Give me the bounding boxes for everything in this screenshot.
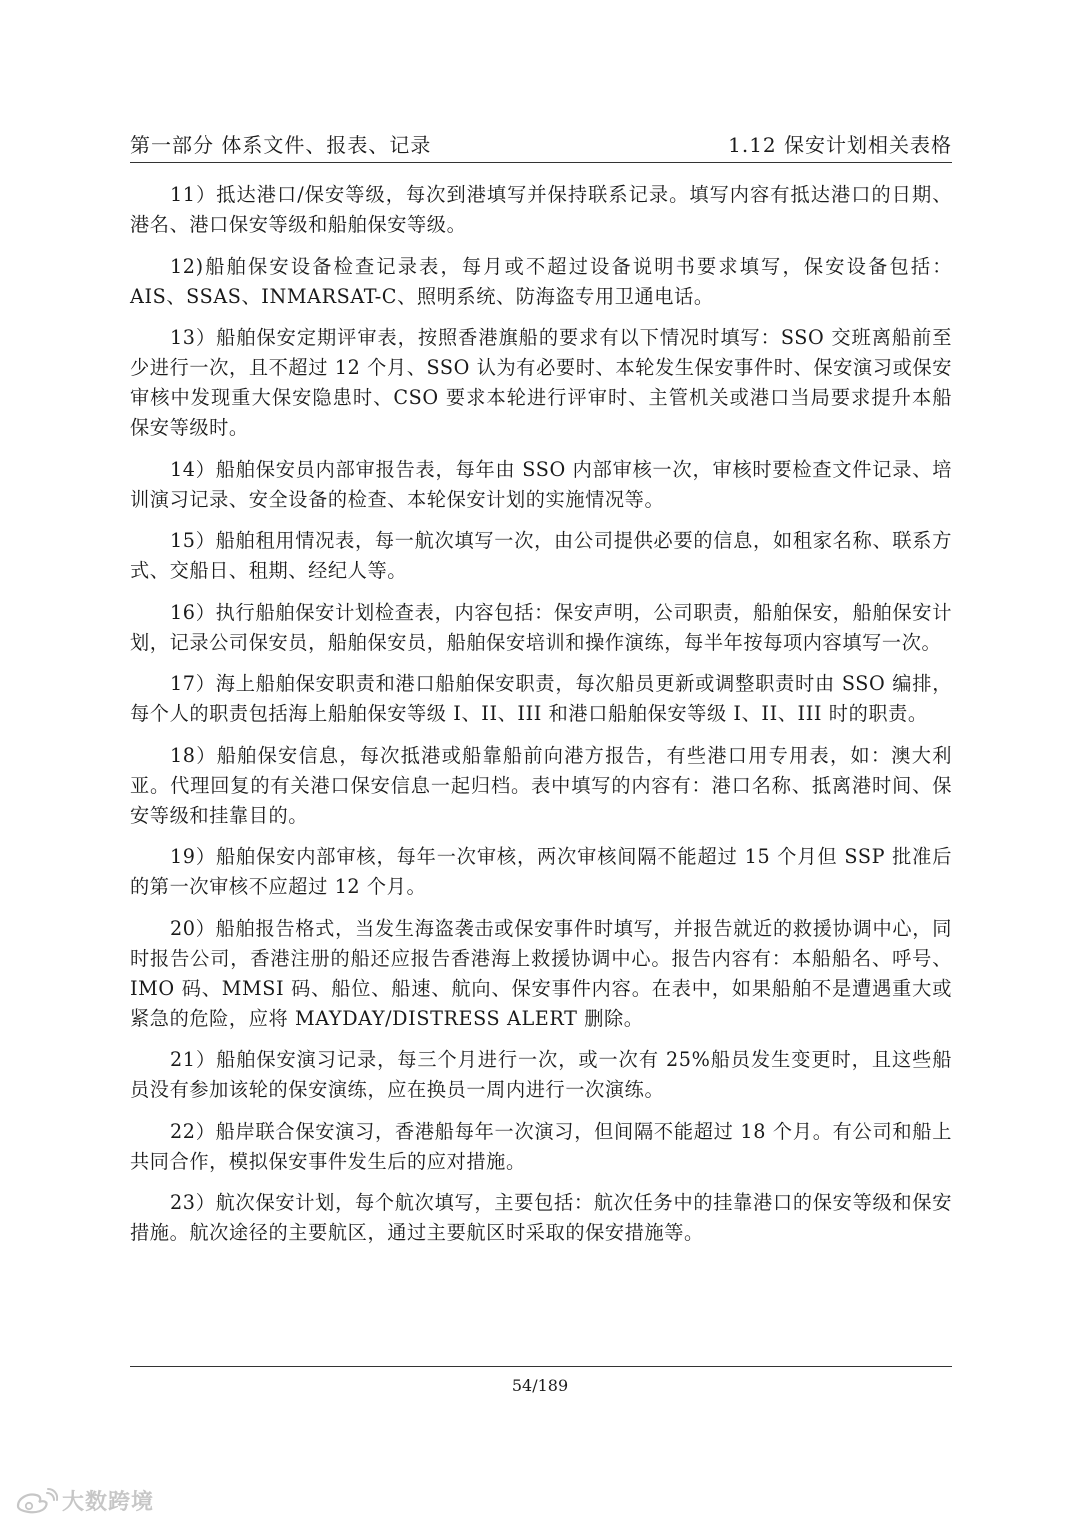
page-header	[130, 128, 952, 163]
list-item: 17）海上船舶保安职责和港口船舶保安职责，每次船员更新或调整职责时由 SSO 编排，每个人的职责包括海上船舶保安等级 I、II、III 和港口船舶保安等级 I、II、III 时的职责。	[130, 672, 952, 725]
list-item: 15）船舶租用情况表，每一航次填写一次，由公司提供必要的信息，如租家名称、联系方式、交船日、租期、经纪人等。	[130, 529, 952, 582]
weibo-logo-icon	[14, 1488, 58, 1514]
header-section-title: 第一部分 体系文件、报表、记录	[130, 133, 432, 157]
list-item: 18）船舶保安信息，每次抵港或船靠船前向港方报告，有些港口用专用表，如：澳大利亚。代理回复的有关港口保安信息一起归档。表中填写的内容有：港口名称、抵离港时间、保安等级和挂靠目的。	[130, 743, 952, 827]
list-item: 16）执行船舶保安计划检查表，内容包括：保安声明，公司职责，船舶保安，船舶保安计划，记录公司保安员，船舶保安员，船舶保安培训和操作演练，每半年按每项内容填写一次。	[130, 600, 952, 654]
footer-divider	[130, 1366, 952, 1367]
watermark-text: 大数跨境	[62, 1490, 155, 1515]
list-item: 20）船舶报告格式，当发生海盗袭击或保安事件时填写，并报告就近的救援协调中心，同时报告公司，香港注册的船还应报告香港海上救援协调中心。报告内容有：本船船名、呼号、IMO 码、MMSI 码、船位、船速、航向、保安事件内容。在表中，如果船舶不是遭遇重大或紧急的危险，应将 MAYDAY/DISTRESS ALERT 删除。	[130, 916, 952, 1030]
watermark	[14, 1485, 154, 1516]
list-item: 19）船舶保安内部审核，每年一次审核，两次审核间隔不能超过 15 个月但 SSP 批准后的第一次审核不应超过 12 个月。	[130, 845, 952, 898]
list-item: 22）船岸联合保安演习，香港船每年一次演习，但间隔不能超过 18 个月。有公司和船上共同合作，模拟保安事件发生后的应对措施。	[130, 1119, 952, 1173]
list-item: 11）抵达港口/保安等级，每次到港填写并保持联系记录。填写内容有抵达港口的日期、港名、港口保安等级和船舶保安等级。	[130, 183, 952, 236]
document-body	[130, 180, 952, 1260]
list-item: 13）船舶保安定期评审表，按照香港旗船的要求有以下情况时填写：SSO 交班离船前至少进行一次，且不超过 12 个月、SSO 认为有必要时、本轮发生保安事件时、保安演习或保安审核中发现重大保安隐患时、CSO 要求本轮进行评审时、主管机关或港口当局要求提升本船保安等级时。	[130, 326, 952, 439]
list-item: 14）船舶保安员内部审报告表，每年由 SSO 内部审核一次，审核时要检查文件记录、培训演习记录、安全设备的检查、本轮保安计划的实施情况等。	[130, 457, 952, 511]
list-item: 21）船舶保安演习记录，每三个月进行一次，或一次有 25%船员发生变更时，且这些船员没有参加该轮的保安演练，应在换员一周内进行一次演练。	[130, 1048, 952, 1101]
header-chapter-title: 1.12 保安计划相关表格	[728, 133, 952, 157]
list-item: 23）航次保安计划，每个航次填写，主要包括：航次任务中的挂靠港口的保安等级和保安措施。航次途径的主要航区，通过主要航区时采取的保安措施等。	[130, 1191, 952, 1244]
list-item: 12)船舶保安设备检查记录表，每月或不超过设备说明书要求填写，保安设备包括：AIS、SSAS、INMARSAT-C、照明系统、防海盗专用卫通电话。	[130, 254, 952, 308]
page-number: 54/189	[511, 1376, 569, 1395]
